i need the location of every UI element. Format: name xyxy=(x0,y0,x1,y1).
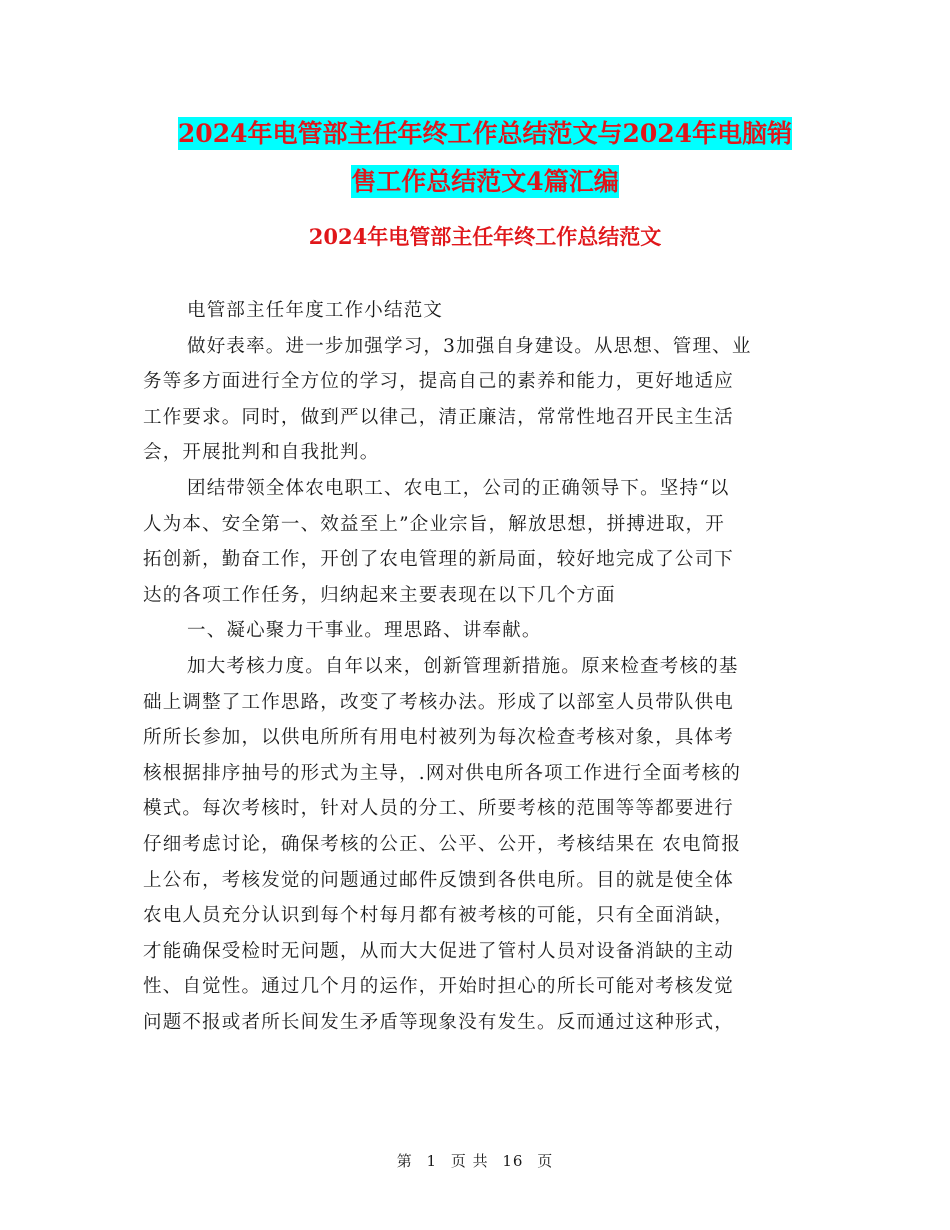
body-line: 性、自觉性。通过几个月的运作，开始时担心的所长可能对考核发觉 xyxy=(143,976,735,998)
body-line: 达的各项工作任务，归纳起来主要表现在以下几个方面 xyxy=(143,584,616,606)
body-line: 会，开展批判和自我批判。 xyxy=(143,442,380,464)
body-line: 农电人员充分认识到每个村每月都有被考核的可能，只有全面消缺， xyxy=(143,905,735,927)
title-line-1: 2024年电管部主任年终工作总结范文与2024年电脑销 xyxy=(177,119,793,148)
section-title: 2024年电管部主任年终工作总结范文 xyxy=(308,224,662,249)
body-line: 核根据排序抽号的形式为主导，.网对供电所各项工作进行全面考核的 xyxy=(143,762,742,784)
body-line: 电管部主任年度工作小结范文 xyxy=(187,300,444,321)
body-line: 础上调整了工作思路，改变了考核办法。形成了以部室人员带队供电 xyxy=(143,691,735,713)
body-line: 模式。每次考核时，针对人员的分工、所要考核的范围等等都要进行 xyxy=(143,798,735,820)
title-line-2: 售工作总结范文4篇汇编 xyxy=(351,167,619,196)
body-line: 加大考核力度。自年以来，创新管理新措施。原来检查考核的基 xyxy=(187,655,739,677)
body-line: 工作要求。同时，做到严以律己，清正廉洁，常常性地召开民主生活 xyxy=(143,406,735,428)
footer-suffix: 页 xyxy=(537,1152,554,1170)
body-line: 拓创新，勤奋工作，开创了农电管理的新局面，较好地完成了公司下 xyxy=(143,549,735,571)
body-line: 才能确保受检时无问题，从而大大促进了管村人员对设备消缺的主动 xyxy=(143,940,735,962)
document-title xyxy=(140,110,830,206)
footer-total-pages: 16 xyxy=(502,1152,524,1170)
body-line: 务等多方面进行全方位的学习，提高自己的素养和能力，更好地适应 xyxy=(143,371,735,393)
body-line: 仔细考虑讨论，确保考核的公正、公平、公开，考核结果在 农电简报 xyxy=(143,833,742,855)
body-line: 团结带领全体农电职工、农电工，公司的正确领导下。坚持“以 xyxy=(187,477,730,499)
body-text xyxy=(143,293,810,1040)
body-line: 一、凝心聚力干事业。理思路、讲奉献。 xyxy=(187,620,542,642)
footer-prefix: 第 xyxy=(396,1152,413,1170)
footer-page-number: 1 xyxy=(426,1152,438,1170)
body-line: 所所长参加，以供电所所有用电村被列为每次检查考核对象，具体考 xyxy=(143,727,735,749)
body-line: 上公布，考核发觉的问题通过邮件反馈到各供电所。目的就是使全体 xyxy=(143,869,735,891)
body-line: 人为本、安全第一、效益至上”企业宗旨，解放思想，拼搏进取，开 xyxy=(143,513,725,535)
body-line: 问题不报或者所长间发生矛盾等现象没有发生。反而通过这种形式， xyxy=(143,1011,735,1033)
page-footer xyxy=(0,1150,950,1171)
body-line: 做好表率。进一步加强学习，3加强自身建设。从思想、管理、业 xyxy=(187,335,752,357)
footer-mid: 页 共 xyxy=(450,1152,489,1170)
